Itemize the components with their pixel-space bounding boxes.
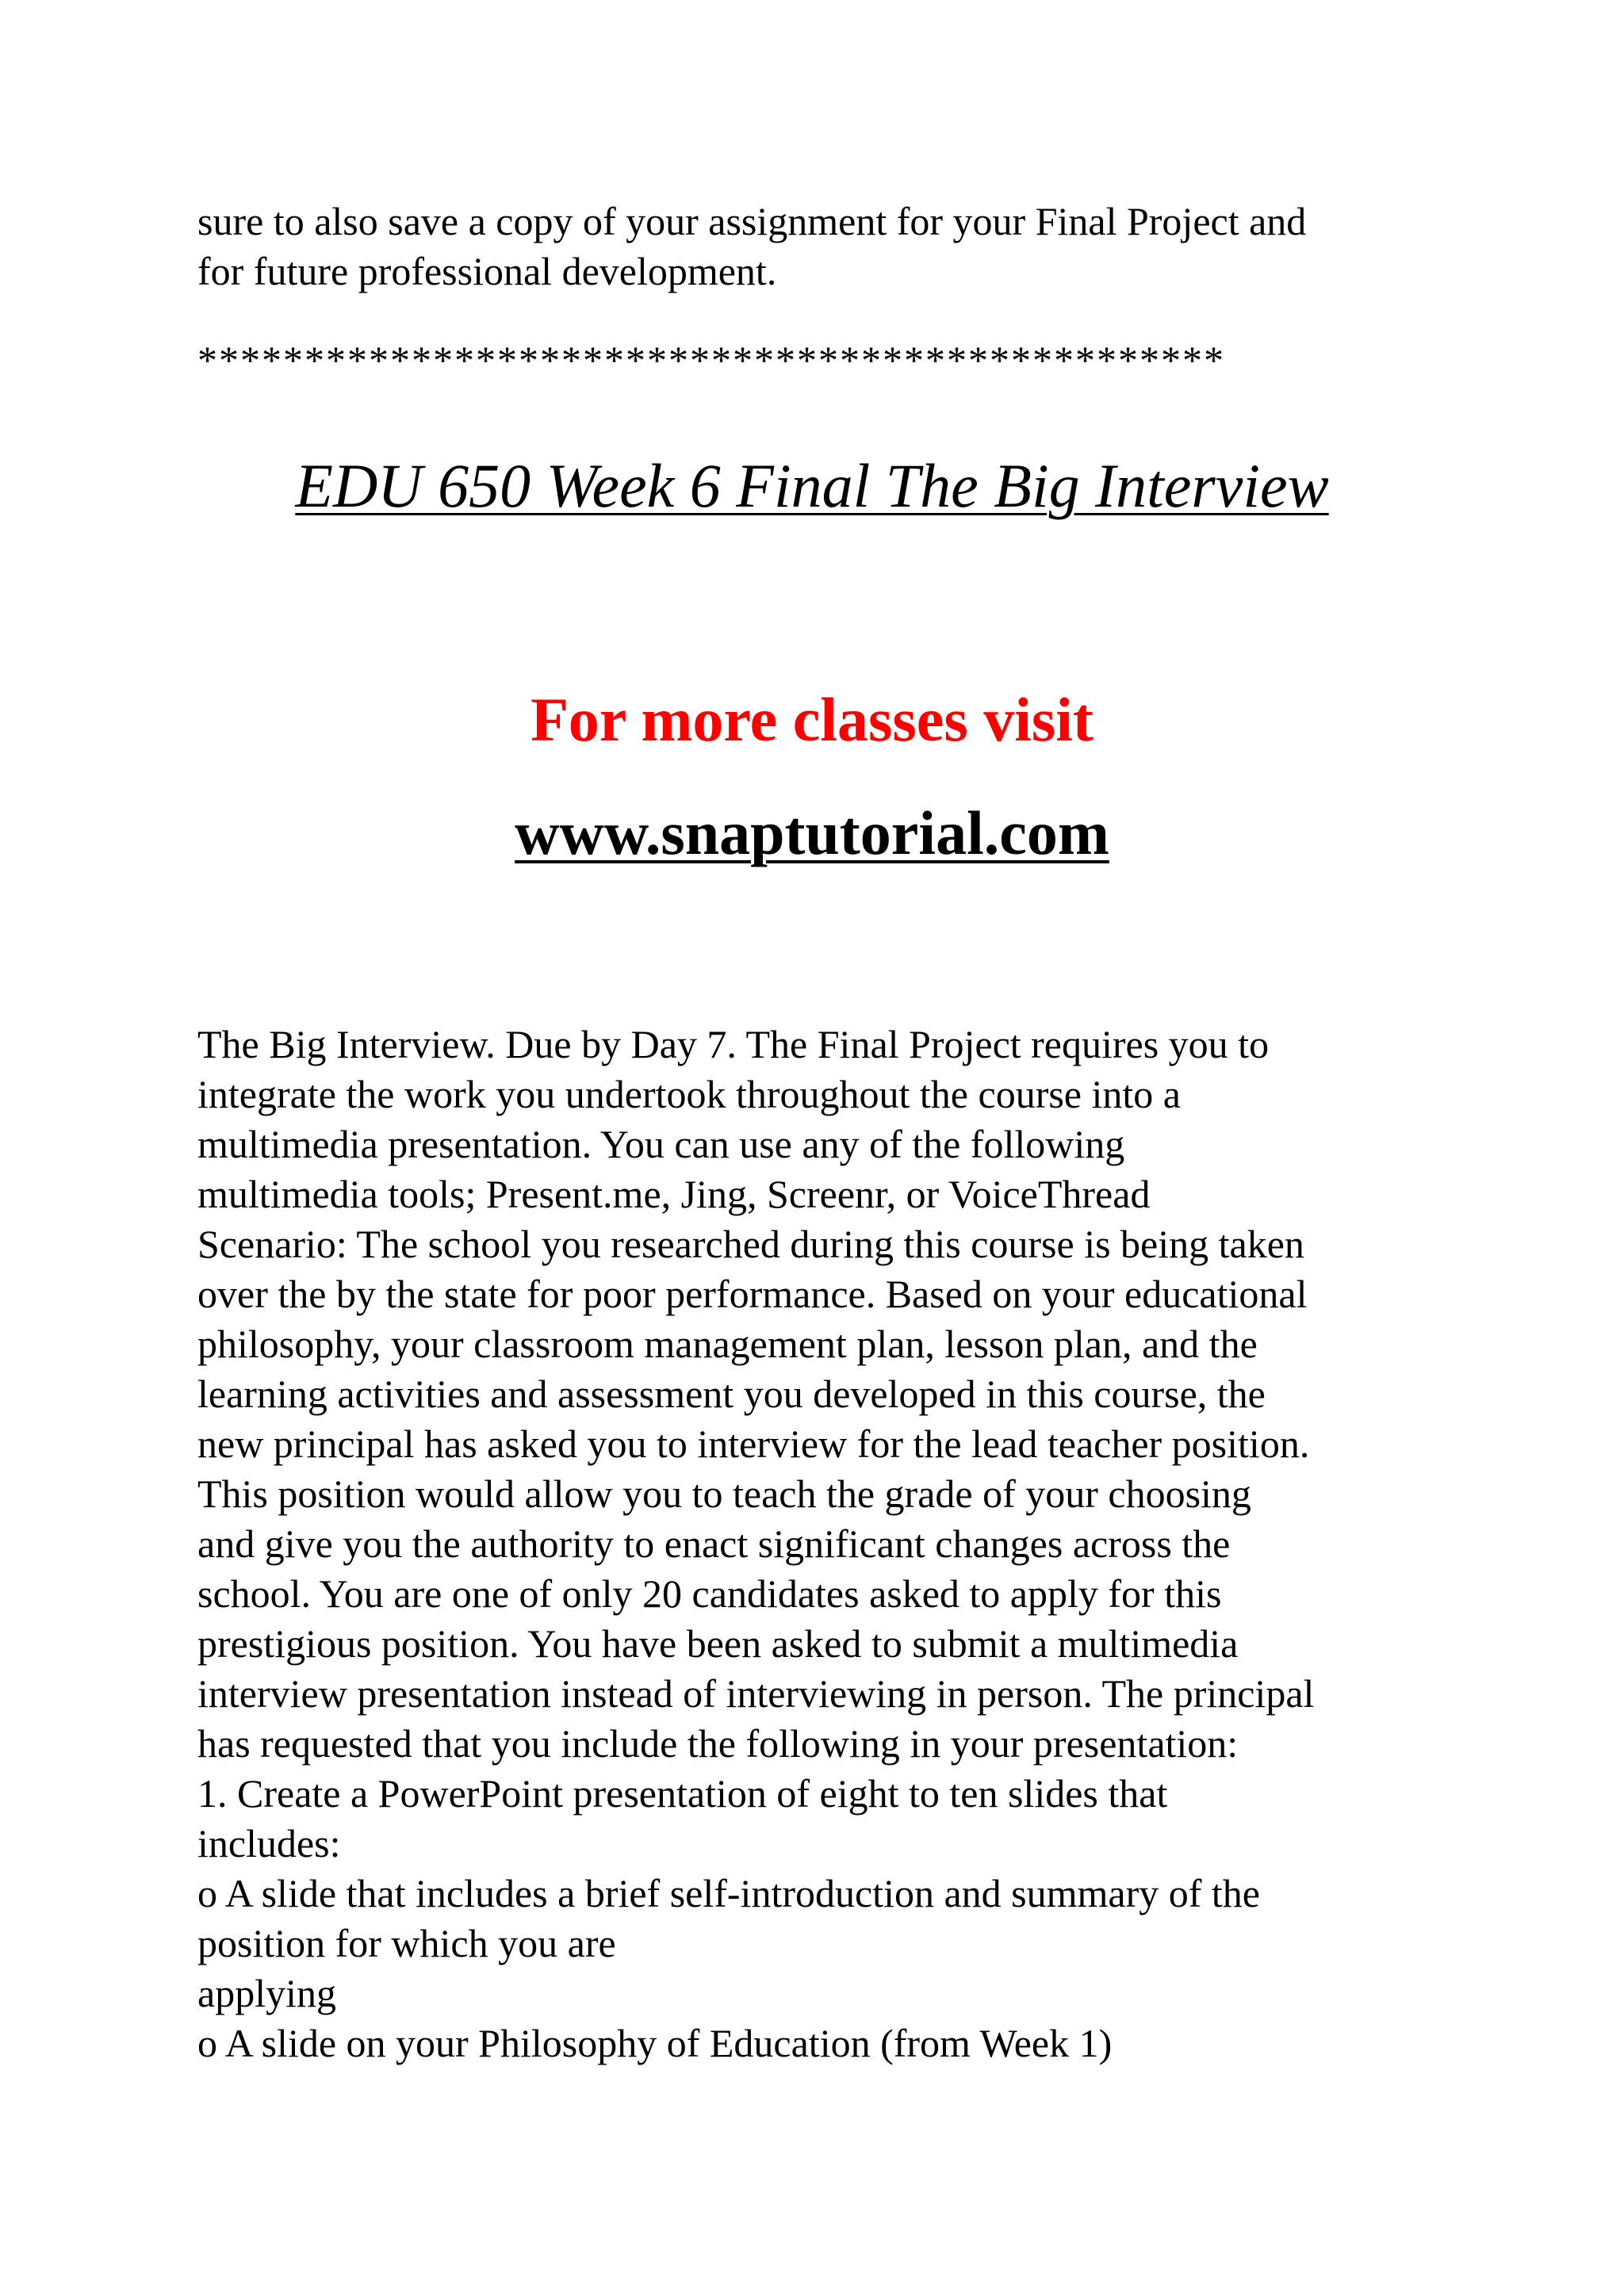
body-line: position for which you are <box>197 1921 616 1965</box>
body-line: Scenario: The school you researched during this course is being taken <box>197 1222 1304 1266</box>
body-line: multimedia presentation. You can use any of the following <box>197 1122 1125 1166</box>
body-line: includes: <box>197 1821 341 1866</box>
asterisk-separator: ************************************************ <box>197 338 1225 382</box>
body-line: school. You are one of only 20 candidates asked to apply for this <box>197 1571 1222 1616</box>
promo-heading: For more classes visit <box>530 685 1094 754</box>
website-link[interactable] <box>0 795 1624 871</box>
intro-line: for future professional development. <box>197 249 777 293</box>
document-title-text: EDU 650 Week 6 Final The Big Interview <box>295 451 1329 520</box>
document-title <box>0 448 1624 524</box>
body-line: and give you the authority to enact significant changes across the <box>197 1521 1231 1566</box>
body-line: prestigious position. You have been asked to submit a multimedia <box>197 1621 1239 1666</box>
body-line: This position would allow you to teach the grade of your choosing <box>197 1471 1251 1516</box>
body-line: multimedia tools; Present.me, Jing, Screenr, or VoiceThread <box>197 1172 1151 1216</box>
body-line: interview presentation instead of interviewing in person. The principal <box>197 1671 1315 1716</box>
body-line: applying <box>197 1971 336 2015</box>
body-line: The Big Interview. Due by Day 7. The Final Project requires you to <box>197 1022 1270 1066</box>
intro-paragraph <box>197 197 1434 297</box>
intro-line: sure to also save a copy of your assignment for your Final Project and <box>197 199 1307 243</box>
body-line: learning activities and assessment you developed in this course, the <box>197 1372 1266 1416</box>
body-paragraph <box>197 1020 1434 2068</box>
body-line: o A slide on your Philosophy of Education (from Week 1) <box>197 2021 1113 2065</box>
website-link-text[interactable]: www.snaptutorial.com <box>515 798 1109 867</box>
body-line: 1. Create a PowerPoint presentation of eight to ten slides that <box>197 1771 1168 1816</box>
body-line: integrate the work you undertook throughout the course into a <box>197 1072 1181 1116</box>
body-line: over the by the state for poor performance. Based on your educational <box>197 1272 1308 1316</box>
body-line: o A slide that includes a brief self-introduction and summary of the <box>197 1871 1260 1915</box>
body-line: has requested that you include the following in your presentation: <box>197 1721 1239 1766</box>
body-line: philosophy, your classroom management plan, lesson plan, and the <box>197 1322 1258 1366</box>
body-line: new principal has asked you to interview for the lead teacher position. <box>197 1422 1310 1466</box>
